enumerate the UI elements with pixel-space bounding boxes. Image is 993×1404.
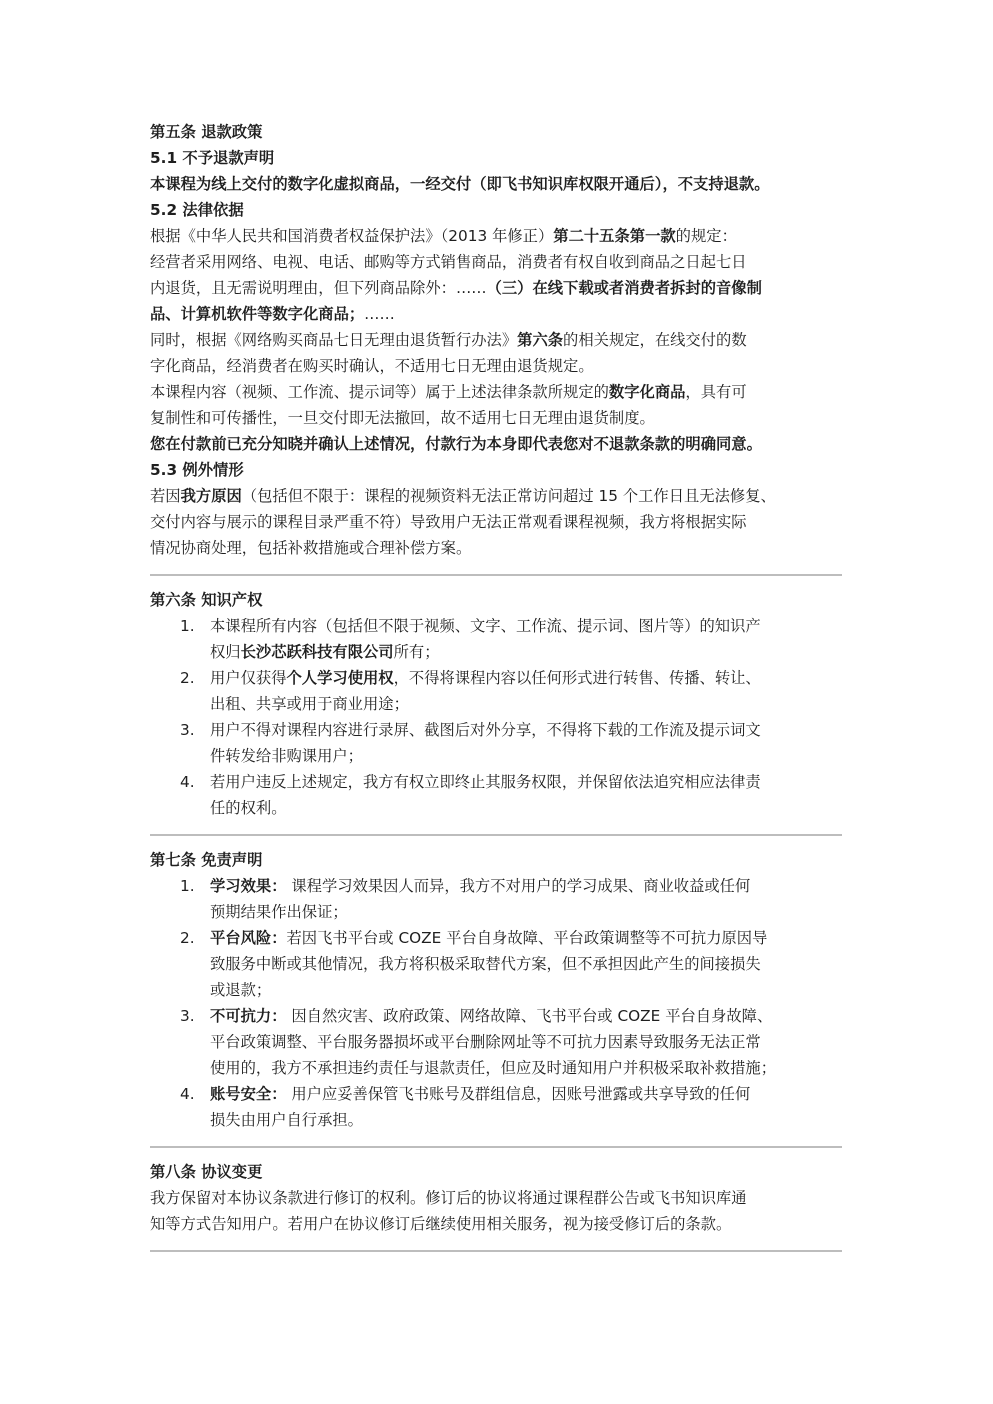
list-number: 3.	[180, 721, 195, 739]
list-item-line	[210, 1081, 844, 1107]
list-item-key: 平台风险：	[210, 929, 287, 947]
list-item-text: 课程学习效果因人而异，我方不对用户的学习成果、商业收益或任何	[286, 877, 751, 895]
list-item	[150, 1081, 844, 1133]
agreement-document	[150, 119, 844, 1263]
legal-quote-ellipsis: ……	[364, 305, 395, 323]
list-item-text: 因自然灾害、政府政策、网络故障、飞书平台或 COZE 平台自身故障、	[286, 1007, 773, 1025]
section-divider	[150, 574, 842, 576]
section-7-title: 第七条 免责声明	[150, 851, 263, 869]
digital-goods-term: 数字化商品	[608, 383, 686, 401]
list-number: 4.	[180, 773, 195, 791]
section-8-title: 第八条 协议变更	[150, 1163, 263, 1181]
list-item	[150, 1003, 844, 1081]
list-number: 3.	[180, 1007, 195, 1025]
measures-line-2: 字化商品，经消费者在购买时确认，不适用七日无理由退货规定。	[150, 357, 594, 375]
list-number: 1.	[180, 877, 195, 895]
our-fault-term: 我方原因	[180, 487, 242, 505]
list-item-text: 用户仅获得	[210, 669, 287, 687]
legal-quote-bold: （三）在线下载或者消费者拆封的音像制	[486, 279, 762, 297]
legal-quote-line-3	[150, 301, 844, 327]
course-content-tail: ，具有可	[685, 383, 747, 401]
list-item-line: 用户不得对课程内容进行录屏、截图后对外分享，不得将下载的工作流及提示词文	[210, 721, 761, 739]
section-divider	[150, 834, 842, 836]
exception-text: 若因	[150, 487, 181, 505]
legal-quote-text: 内退货，且无需说明理由，但下列商品除外：……	[150, 279, 487, 297]
course-content-line-1	[150, 379, 844, 405]
legal-quote-line-2	[150, 275, 844, 301]
list-item	[150, 873, 844, 925]
list-item-line: 损失由用户自行承担。	[210, 1111, 363, 1129]
list-item-text: 若因飞书平台或 COZE 平台自身故障、平台政策调整等不可抗力原因导	[286, 929, 768, 947]
subsection-5-2-title: 5.2 法律依据	[150, 201, 244, 219]
section-6-title: 第六条 知识产权	[150, 591, 263, 609]
list-item-line: 若用户违反上述规定，我方有权立即终止其服务权限，并保留依法追究相应法律责	[210, 773, 761, 791]
legal-basis-line	[150, 223, 844, 249]
legal-quote-line-1: 经营者采用网络、电视、电话、邮购等方式销售商品，消费者有权自收到商品之日起七日	[150, 253, 747, 271]
list-number: 4.	[180, 1085, 195, 1103]
section-5-title: 第五条 退款政策	[150, 123, 263, 141]
list-item-text: 所有；	[393, 643, 440, 661]
list-number: 2.	[180, 929, 195, 947]
exception-tail: （包括但不限于：课程的视频资料无法正常访问超过 15 个工作日且无法修复、	[241, 487, 776, 505]
list-item-key: 学习效果：	[210, 877, 287, 895]
list-item-line: 出租、共享或用于商业用途；	[210, 695, 409, 713]
list-item-key: 不可抗力：	[210, 1007, 287, 1025]
no-refund-statement: 本课程为线上交付的数字化虚拟商品，一经交付（即飞书知识库权限开通后），不支持退款。	[150, 175, 770, 193]
section-divider	[150, 1146, 842, 1148]
list-item	[150, 613, 844, 665]
legal-quote-bold-cont: 品、计算机软件等数字化商品；	[150, 305, 365, 323]
list-number: 2.	[180, 669, 195, 687]
list-item-line: 本课程所有内容（包括但不限于视频、文字、工作流、提示词、图片等）的知识产	[210, 617, 761, 635]
list-item-line	[210, 665, 844, 691]
list-item-key: 账号安全：	[210, 1085, 287, 1103]
legal-article-ref: 第二十五条第一款	[553, 227, 676, 245]
list-item-line: 使用的，我方不承担违约责任与退款责任，但应及时通知用户并积极采取补救措施；	[210, 1059, 776, 1077]
list-item-line: 或退款；	[210, 981, 272, 999]
personal-use-right: 个人学习使用权	[286, 669, 394, 687]
list-item	[150, 769, 844, 821]
list-item-line: 预期结果作出保证；	[210, 903, 348, 921]
subsection-5-1-title: 5.1 不予退款声明	[150, 149, 275, 167]
exception-line-3: 情况协商处理，包括补救措施或合理补偿方案。	[150, 539, 472, 557]
course-content-text: 本课程内容（视频、工作流、提示词等）属于上述法律条款所规定的	[150, 383, 609, 401]
measures-line-1	[150, 327, 844, 353]
list-item-line	[210, 639, 844, 665]
list-item-line: 平台政策调整、平台服务器损坏或平台删除网址等不可抗力因素导致服务无法正常	[210, 1033, 761, 1051]
list-item-line: 任的权利。	[210, 799, 287, 817]
consent-statement: 您在付款前已充分知晓并确认上述情况，付款行为本身即代表您对不退款条款的明确同意。	[150, 435, 762, 453]
measures-text: 同时，根据《网络购买商品七日无理由退货暂行办法》	[150, 331, 518, 349]
section-divider	[150, 1250, 842, 1252]
legal-basis-tail: 的规定：	[675, 227, 737, 245]
exception-line-2: 交付内容与展示的课程目录严重不符）导致用户无法正常观看课程视频，我方将根据实际	[150, 513, 747, 531]
list-item	[150, 925, 844, 1003]
list-item-text: 用户应妥善保管飞书账号及群组信息，因账号泄露或共享导致的任何	[286, 1085, 751, 1103]
list-item-text: ，不得将课程内容以任何形式进行转售、传播、转让、	[393, 669, 761, 687]
course-content-line-2: 复制性和可传播性，一旦交付即无法撤回，故不适用七日无理由退货制度。	[150, 409, 655, 427]
exception-line-1	[150, 483, 844, 509]
company-name: 长沙芯跃科技有限公司	[240, 643, 394, 661]
list-item-text: 权归	[210, 643, 241, 661]
amendment-line-2: 知等方式告知用户。若用户在协议修订后继续使用相关服务，视为接受修订后的条款。	[150, 1215, 732, 1233]
list-number: 1.	[180, 617, 195, 635]
list-item-line	[210, 925, 844, 951]
list-item-line: 件转发给非购课用户；	[210, 747, 363, 765]
list-item	[150, 665, 844, 717]
list-item-line: 致服务中断或其他情况，我方将积极采取替代方案，但不承担因此产生的间接损失	[210, 955, 761, 973]
list-item	[150, 717, 844, 769]
list-item-line	[210, 1003, 844, 1029]
measures-tail: 的相关规定，在线交付的数	[563, 331, 747, 349]
amendment-line-1: 我方保留对本协议条款进行修订的权利。修订后的协议将通过课程群公告或飞书知识库通	[150, 1189, 747, 1207]
list-item-line	[210, 873, 844, 899]
measures-article-ref: 第六条	[517, 331, 564, 349]
subsection-5-3-title: 5.3 例外情形	[150, 461, 244, 479]
legal-basis-text: 根据《中华人民共和国消费者权益保护法》（2013 年修正）	[150, 227, 554, 245]
